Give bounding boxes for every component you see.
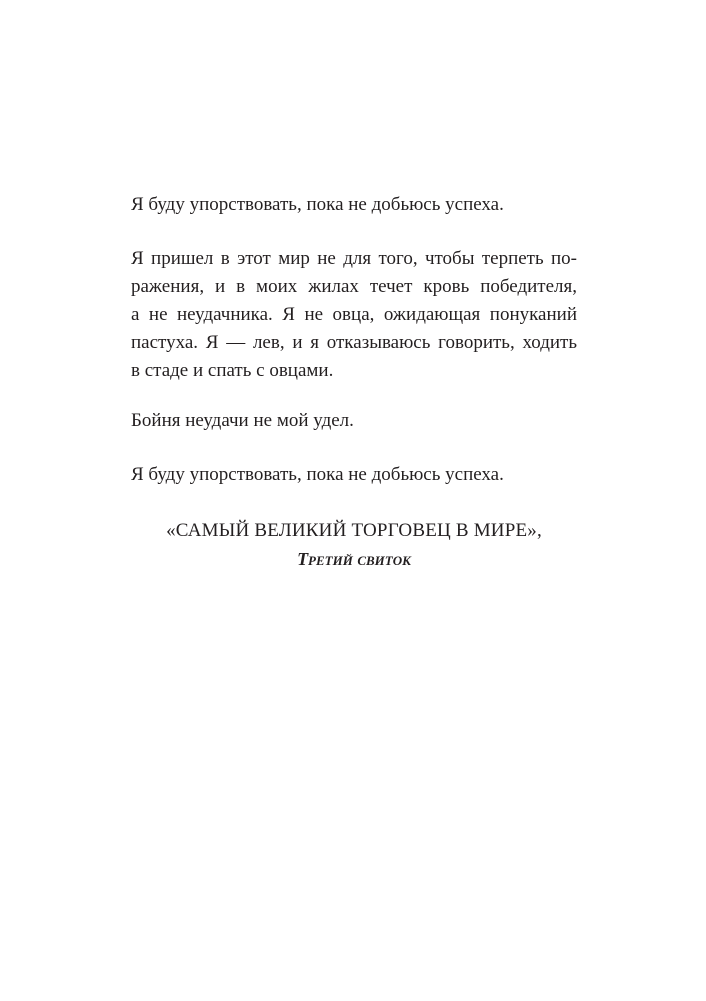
paragraph-1 — [131, 191, 577, 219]
paragraph-2 — [131, 245, 577, 385]
paragraph-2-line-1: Я пришел в этот мир не для того, чтобы терпеть по- — [131, 248, 577, 269]
paragraph-1-text: Я буду упорствовать, пока не добьюсь успеха. — [131, 194, 504, 215]
paragraph-4-text: Я буду упорствовать, пока не добьюсь успеха. — [131, 464, 504, 485]
paragraph-3 — [131, 407, 577, 435]
attribution-title: «САМЫЙ ВЕЛИКИЙ ТОРГОВЕЦ В МИРЕ», — [166, 520, 542, 541]
paragraph-4 — [131, 461, 577, 489]
paragraph-3-text: Бойня неудачи не мой удел. — [131, 410, 354, 431]
paragraph-2-line-3: а не неудачника. Я не овца, ожидающая понуканий — [131, 304, 577, 325]
attribution-subtitle: Третий свиток — [297, 549, 411, 569]
paragraph-2-line-5: в стаде и спать с овцами. — [131, 360, 334, 381]
paragraph-2-line-2: ражения, и в моих жилах течет кровь победителя, — [131, 276, 577, 297]
paragraph-2-line-4: пастуха. Я — лев, и я отказываюсь говорить, ходить — [131, 332, 577, 353]
